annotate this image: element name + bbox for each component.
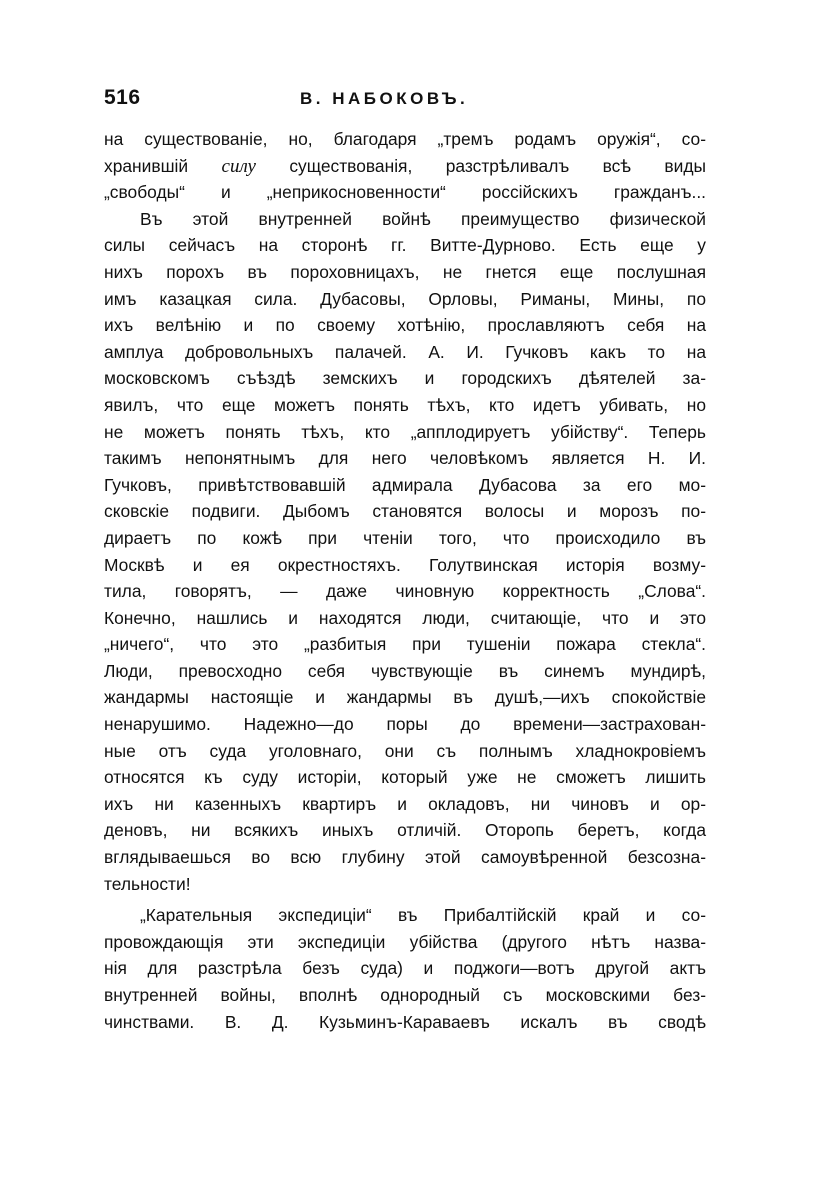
text-fragment: хранившій [104, 155, 222, 176]
emphasis-text: силу [221, 155, 256, 177]
text-line: ненарушимо. Надежно—до поры до времени—застрахован- [104, 714, 706, 735]
text-line: не можетъ понять тѣхъ, кто „апплодируетъ убійству“. Теперь [104, 421, 706, 442]
text-line [104, 153, 706, 180]
text-line: вглядываешься во всю глубину этой самоувѣренной безсозна- [104, 847, 706, 868]
text-line: ные отъ суда уголовнаго, они съ полнымъ хладнокровіемъ [104, 740, 706, 761]
body-text [104, 126, 706, 1035]
text-line: провождающія эти экспедиціи убійства (другого нѣтъ назва- [104, 931, 706, 952]
text-line: силы сейчасъ на сторонѣ гг. Витте-Дурново. Есть еще у [104, 235, 706, 256]
text-line: московскомъ съѣздѣ земскихъ и городскихъ дѣятелей за- [104, 368, 706, 389]
text-line: деновъ, ни всякихъ иныхъ отличій. Оторопь беретъ, когда [104, 820, 706, 841]
text-line: нія для разстрѣла безъ суда) и поджоги—вотъ другой актъ [104, 958, 706, 979]
text-fragment: существованія, разстрѣливалъ всѣ виды [255, 155, 706, 176]
text-line: амплуа добровольныхъ палачей. А. И. Гучковъ какъ то на [104, 341, 706, 362]
text-line: „свободы“ и „неприкосновенности“ россійскихъ гражданъ... [104, 182, 706, 203]
text-line: Конечно, нашлись и находятся люди, считающіе, что и это [104, 607, 706, 628]
text-line: ихъ ни казенныхъ квартиръ и окладовъ, ни чиновъ и ор- [104, 793, 706, 814]
page-number: 516 [104, 86, 141, 109]
paragraph-start-line: Въ этой внутренней войнѣ преимущество физической [140, 208, 706, 229]
text-line: явилъ, что еще можетъ понять тѣхъ, кто идетъ убивать, но [104, 394, 706, 415]
paragraph-end-line: тельности! [104, 873, 191, 894]
text-line: дираетъ по кожѣ при чтеніи того, что происходило въ [104, 527, 706, 548]
text-line: Москвѣ и ея окрестностяхъ. Голутвинская исторія возму- [104, 554, 706, 575]
text-line: сковскіе подвиги. Дыбомъ становятся волосы и морозъ по- [104, 501, 706, 522]
page-header [104, 86, 706, 114]
text-line: внутренней войны, вполнѣ однородный съ московскими без- [104, 985, 706, 1005]
text-line: такимъ непонятнымъ для него человѣкомъ является Н. И. [104, 448, 706, 469]
text-line: Люди, превосходно себя чувствующіе въ синемъ мундирѣ, [104, 660, 706, 681]
text-line: имъ казацкая сила. Дубасовы, Орловы, Риманы, Мины, по [104, 288, 706, 309]
text-line: „ничего“, что это „разбитыя при тушеніи пожара стекла“. [104, 634, 706, 655]
paragraph-start-line: „Карательныя экспедиціи“ въ Прибалтійскій край и со- [140, 905, 706, 926]
text-line: Гучковъ, привѣтствовавшій адмирала Дубасова за его мо- [104, 474, 706, 495]
text-line: ихъ велѣнію и по своему хотѣнію, прославляютъ себя на [104, 315, 706, 336]
text-line: относятся къ суду исторіи, который уже не сможетъ лишить [104, 767, 706, 788]
text-line: чинствами. В. Д. Кузьминъ-Караваевъ искалъ въ сводѣ [104, 1011, 706, 1032]
running-title: В. НАБОКОВЪ. [300, 89, 469, 108]
text-line: на существованіе, но, благодаря „тремъ родамъ оружія“, со- [104, 129, 706, 149]
text-line: тила, говорятъ, — даже чиновную корректность „Слова“. [104, 581, 706, 602]
text-line: жандармы настоящіе и жандармы въ душѣ,—ихъ спокойствіе [104, 687, 706, 708]
text-line: нихъ порохъ въ пороховницахъ, не гнется еще послушная [104, 261, 706, 282]
